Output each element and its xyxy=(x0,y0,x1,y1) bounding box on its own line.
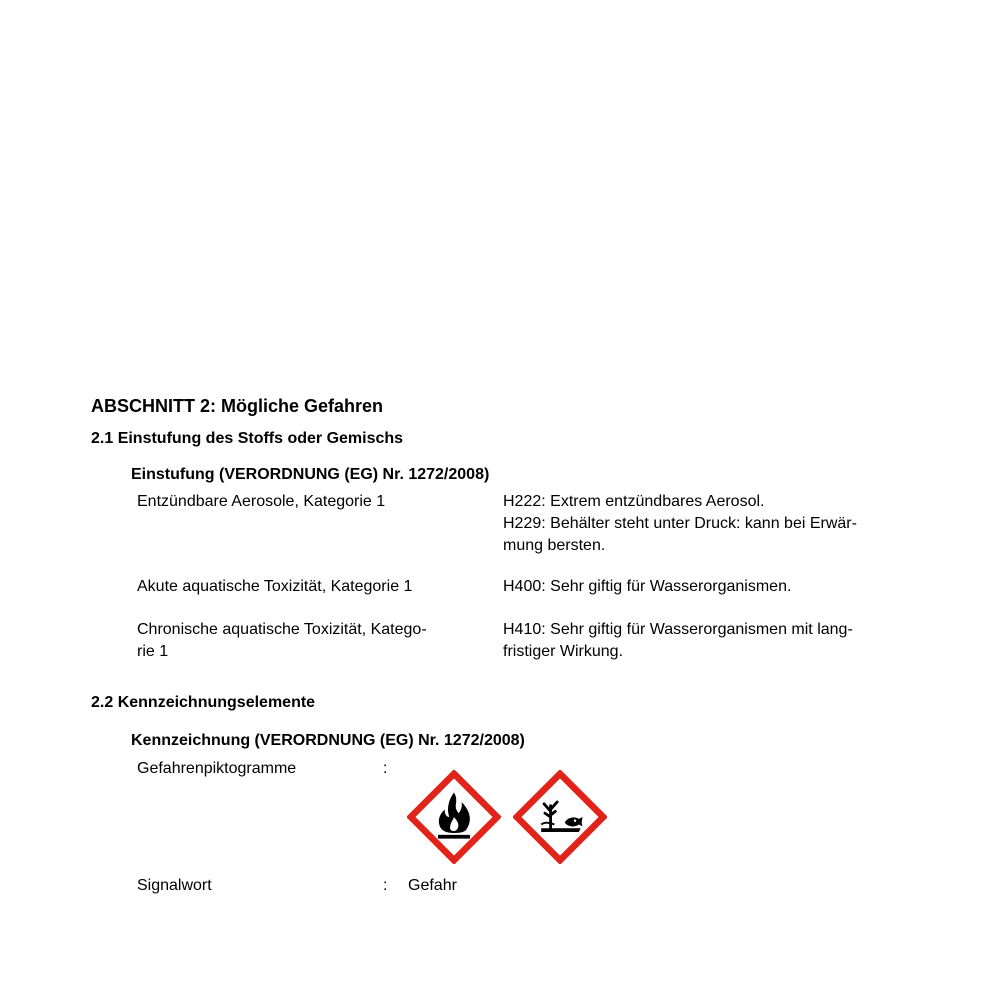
signal-word-label: Signalwort xyxy=(137,877,212,894)
hazard-statement: H222: Extrem entzündbares Aerosol. xyxy=(503,493,765,510)
hazard-statement: fristiger Wirkung. xyxy=(503,643,624,660)
hazard-class: Chronische aquatische Toxizität, Katego- xyxy=(137,621,427,638)
environment-pictogram-icon xyxy=(513,770,607,864)
hazard-statement: H410: Sehr giftig für Wasserorganismen mit lang- xyxy=(503,621,853,638)
hazard-class: Entzündbare Aerosole, Kategorie 1 xyxy=(137,493,386,510)
flame-pictogram-icon xyxy=(407,770,501,864)
signal-word-colon: : xyxy=(383,877,388,894)
section-title: ABSCHNITT 2: Mögliche Gefahren xyxy=(91,396,384,416)
signal-word: Gefahr xyxy=(408,877,457,894)
hazard-statement: H229: Behälter steht unter Druck: kann bei Erwär- xyxy=(503,515,857,532)
hazard-statement: mung bersten. xyxy=(503,537,606,554)
labelling-regulation-heading: Kennzeichnung (VERORDNUNG (EG) Nr. 1272/2008) xyxy=(131,732,525,749)
labelling-heading: 2.2 Kennzeichnungselemente xyxy=(91,694,316,711)
pictograms-colon: : xyxy=(383,760,388,777)
hazard-class: rie 1 xyxy=(137,643,169,660)
hazard-class: Akute aquatische Toxizität, Kategorie 1 xyxy=(137,578,413,595)
hazard-statement: H400: Sehr giftig für Wasserorganismen. xyxy=(503,578,792,595)
classification-regulation-heading: Einstufung (VERORDNUNG (EG) Nr. 1272/2008) xyxy=(131,466,490,483)
pictograms-label: Gefahrenpiktogramme xyxy=(137,760,297,777)
classification-heading: 2.1 Einstufung des Stoffs oder Gemischs xyxy=(91,430,404,447)
